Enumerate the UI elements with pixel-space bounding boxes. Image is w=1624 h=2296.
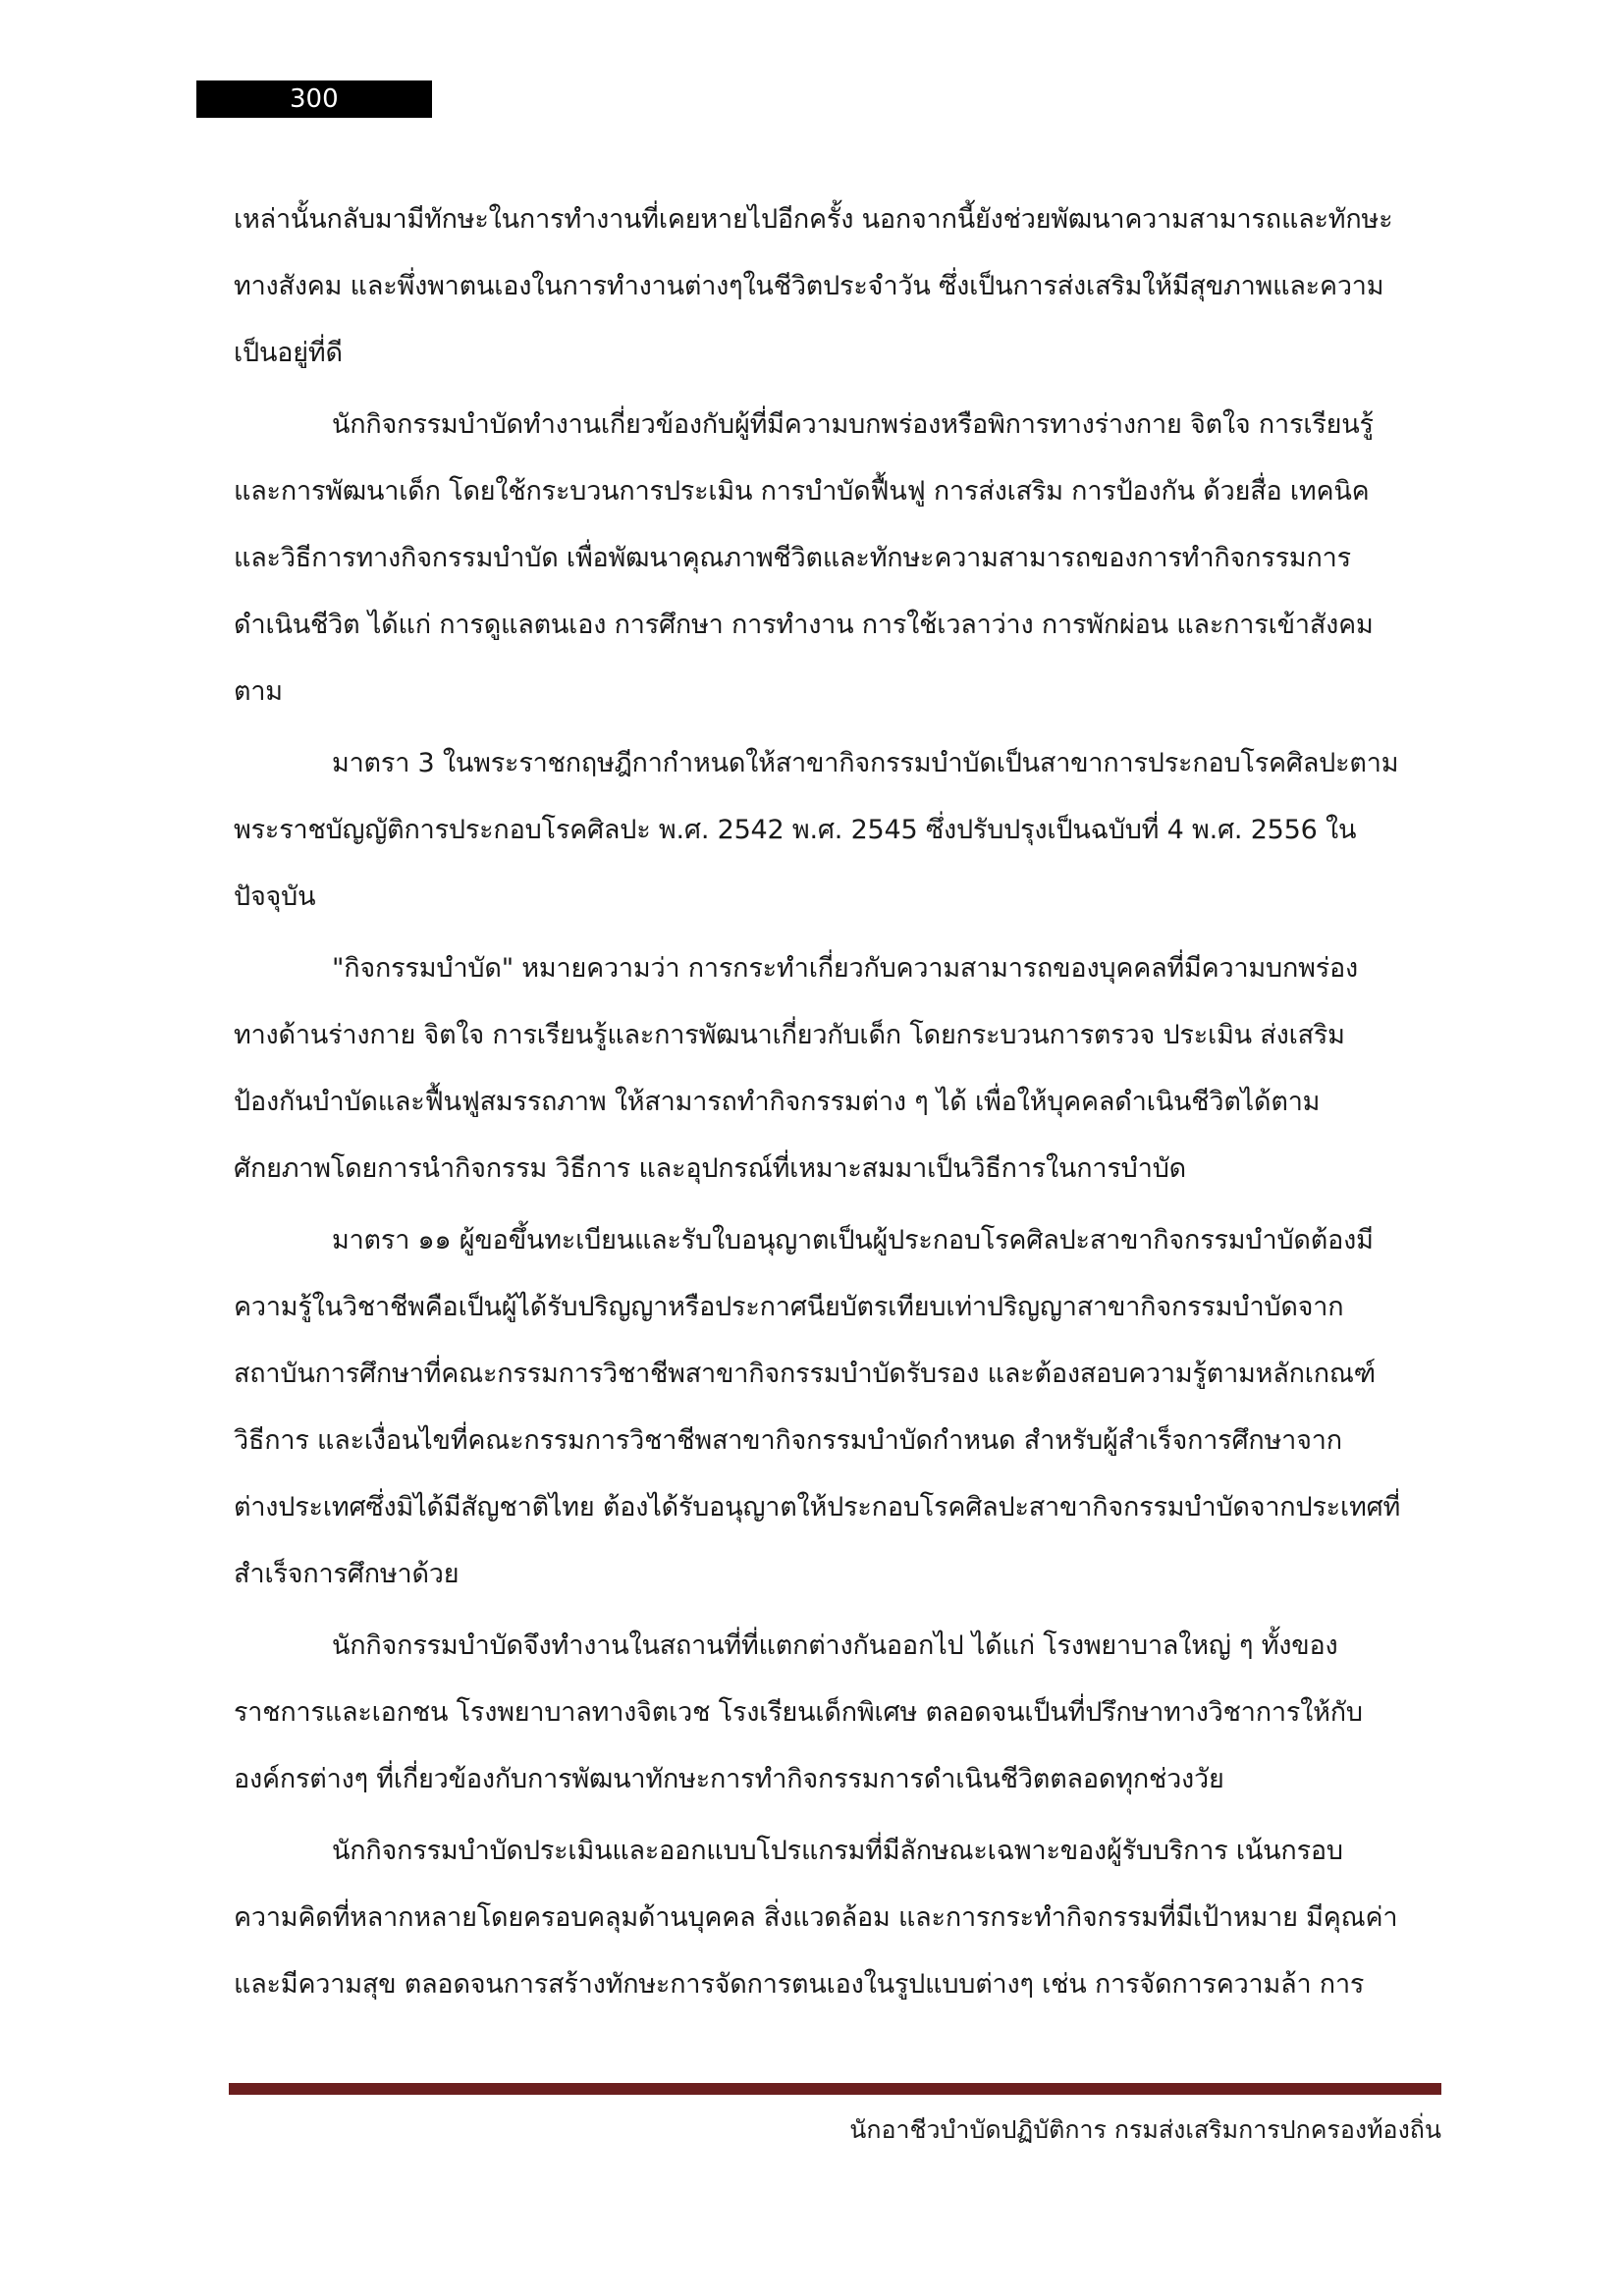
text-line: ราชการและเอกชน โรงพยาบาลทางจิตเวช โรงเรียนเด็กพิเศษ ตลอดจนเป็นที่ปรึกษาทางวิชาการให้กับ	[234, 1697, 1363, 1728]
text-line: ป้องกันบำบัดและฟื้นฟูสมรรถภาพ ให้สามารถทำกิจกรรมต่าง ๆ ได้ เพื่อให้บุคคลดำเนินชีวิตได้ตาม	[234, 1087, 1321, 1117]
text-line: ดำเนินชีวิต ได้แก่ การดูแลตนเอง การศึกษา การทำงาน การใช้เวลาว่าง การพักผ่อน และการเข้าสังคม	[234, 610, 1374, 640]
text-line: พระราชบัญญัติการประกอบโรคศิลปะ พ.ศ. 2542 พ.ศ. 2545 ซึ่งปรับปรุงเป็นฉบับที่ 4 พ.ศ. 2556 ใน	[234, 815, 1357, 845]
text-line: นักกิจกรรมบำบัดจึงทำงานในสถานที่ที่แตกต่างกันออกไป ได้แก่ โรงพยาบาลใหญ่ ๆ ทั้งของ	[332, 1630, 1338, 1661]
text-line: ปัจจุบัน	[234, 881, 316, 912]
text-line: ศักยภาพโดยการนำกิจกรรม วิธีการ และอุปกรณ์ที่เหมาะสมมาเป็นวิธีการในการบำบัด	[234, 1153, 1187, 1184]
text-line: ความรู้ในวิชาชีพคือเป็นผู้ได้รับปริญญาหรือประกาศนียบัตรเทียบเท่าปริญญาสาขากิจกรรมบำบัดจาก	[234, 1292, 1344, 1322]
paragraph	[234, 187, 1441, 387]
page-number: 300	[196, 80, 432, 118]
paragraph	[234, 392, 1441, 725]
paragraph	[234, 1818, 1441, 2018]
paragraph	[234, 935, 1441, 1202]
text-line: "กิจกรรมบำบัด" หมายความว่า การกระทำเกี่ยวกับความสามารถของบุคคลที่มีความบกพร่อง	[332, 953, 1358, 984]
text-line: เหล่านั้นกลับมามีทักษะในการทำงานที่เคยหายไปอีกครั้ง นอกจากนี้ยังช่วยพัฒนาความสามารถและทักษะ	[234, 204, 1393, 235]
text-line: สถาบันการศึกษาที่คณะกรรมการวิชาชีพสาขากิจกรรมบำบัดรับรอง และต้องสอบความรู้ตามหลักเกณฑ์	[234, 1359, 1376, 1389]
text-line: วิธีการ และเงื่อนไขที่คณะกรรมการวิชาชีพสาขากิจกรรมบำบัดกำหนด สำหรับผู้สำเร็จการศึกษาจาก	[234, 1425, 1342, 1456]
text-line: ทางสังคม และพึ่งพาตนเองในการทำงานต่างๆในชีวิตประจำวัน ซึ่งเป็นการส่งเสริมให้มีสุขภาพและความ	[234, 271, 1384, 301]
text-line: องค์กรต่างๆ ที่เกี่ยวข้องกับการพัฒนาทักษะการทำกิจกรรมการดำเนินชีวิตตลอดทุกช่วงวัย	[234, 1764, 1224, 1794]
text-line: ต่างประเทศซึ่งมิได้มีสัญชาติไทย ต้องได้รับอนุญาตให้ประกอบโรคศิลปะสาขากิจกรรมบำบัดจากประเทศที่	[234, 1492, 1401, 1522]
text-line: และวิธีการทางกิจกรรมบำบัด เพื่อพัฒนาคุณภาพชีวิตและทักษะความสามารถของการทำกิจกรรมการ	[234, 543, 1351, 573]
text-line: สำเร็จการศึกษาด้วย	[234, 1559, 460, 1589]
text-line: ตาม	[234, 676, 283, 707]
footer-text: นักอาชีวบำบัดปฏิบัติการ กรมส่งเสริมการปกครองท้องถิ่น	[849, 2115, 1441, 2144]
footer-divider	[229, 2083, 1441, 2095]
paragraph	[234, 1613, 1441, 1813]
text-line: และมีความสุข ตลอดจนการสร้างทักษะการจัดการตนเองในรูปแบบต่างๆ เช่น การจัดการความล้า การ	[234, 1969, 1365, 2000]
document-body	[234, 187, 1441, 2023]
text-line: นักกิจกรรมบำบัดทำงานเกี่ยวข้องกับผู้ที่มีความบกพร่องหรือพิการทางร่างกาย จิตใจ การเรียนรู้	[332, 409, 1374, 440]
text-line: ทางด้านร่างกาย จิตใจ การเรียนรู้และการพัฒนาเกี่ยวกับเด็ก โดยกระบวนการตรวจ ประเมิน ส่งเสริม	[234, 1020, 1345, 1050]
text-line: ความคิดที่หลากหลายโดยครอบคลุมด้านบุคคล สิ่งแวดล้อม และการกระทำกิจกรรมที่มีเป้าหมาย มีคุณค่า	[234, 1902, 1398, 1933]
text-line: และการพัฒนาเด็ก โดยใช้กระบวนการประเมิน การบำบัดฟื้นฟู การส่งเสริม การป้องกัน ด้วยสื่อ เทคนิค	[234, 476, 1370, 507]
text-line: มาตรา 3 ในพระราชกฤษฎีกากำหนดให้สาขากิจกรรมบำบัดเป็นสาขาการประกอบโรคศิลปะตาม	[332, 748, 1399, 778]
text-line: เป็นอยู่ที่ดี	[234, 338, 343, 368]
paragraph	[234, 730, 1441, 931]
text-line: นักกิจกรรมบำบัดประเมินและออกแบบโปรแกรมที่มีลักษณะเฉพาะของผู้รับบริการ เน้นกรอบ	[332, 1836, 1343, 1866]
paragraph	[234, 1207, 1441, 1608]
text-line: มาตรา ๑๑ ผู้ขอขึ้นทะเบียนและรับใบอนุญาตเป็นผู้ประกอบโรคศิลปะสาขากิจกรรมบำบัดต้องมี	[332, 1225, 1374, 1255]
